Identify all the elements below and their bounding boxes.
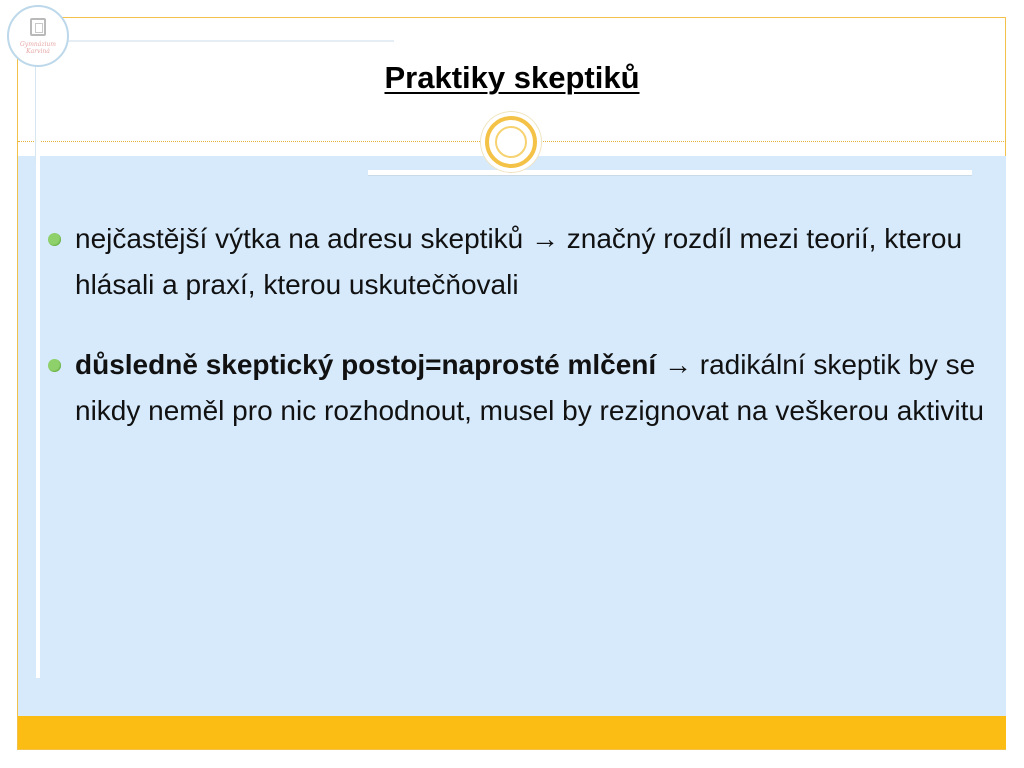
school-emblem-icon — [7, 5, 69, 67]
emblem-text-line-2: Karviná — [26, 48, 50, 55]
top-decorative-line — [64, 40, 394, 42]
emblem-symbol — [30, 18, 46, 36]
double-circle-icon — [485, 116, 537, 168]
bullet-item-2 — [48, 342, 984, 434]
slide-title-text: Praktiky skeptiků — [384, 60, 640, 95]
green-dot-icon — [48, 359, 61, 372]
bottom-accent-band — [18, 716, 1006, 749]
green-dot-icon — [48, 233, 61, 246]
bullet-item-1-text: nejčastější výtka na adresu skeptiků → značný rozdíl mezi teorií, kterou hlásali a praxí, kterou uskutečňovali — [75, 223, 963, 300]
emblem-text-line-1: Gymnázium — [20, 41, 56, 48]
emblem-text — [11, 41, 65, 55]
left-line-shadow — [35, 62, 36, 162]
bullet-item-1 — [48, 216, 984, 308]
bullet-item-2-bold-text: důsledně skeptický postoj=naprosté mlčení — [75, 349, 657, 380]
bullet-list — [48, 216, 984, 468]
left-decorative-line — [36, 62, 40, 678]
right-decorative-line — [368, 170, 972, 176]
slide-title — [170, 56, 854, 100]
inner-circle — [495, 126, 527, 158]
bullet-item-2-text: → radikální skeptik by se nikdy neměl pro nic rozhodnout, musel by rezignovat na veškerou aktivitu — [75, 349, 984, 426]
